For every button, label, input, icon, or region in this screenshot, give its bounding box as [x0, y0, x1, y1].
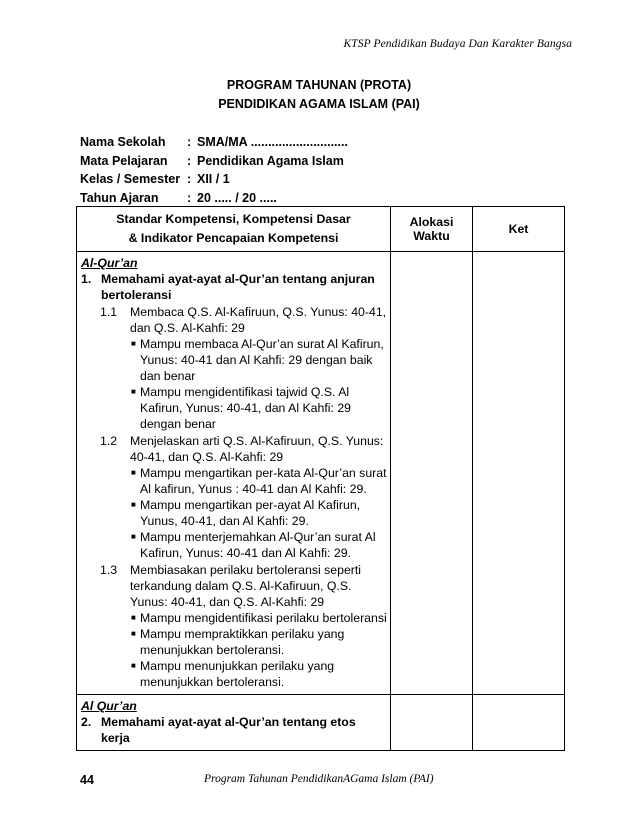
meta-colon: : [187, 135, 192, 149]
meta-colon: : [187, 172, 192, 186]
header-time-allocation [391, 207, 473, 252]
bullet-icon: ■ [131, 500, 136, 509]
meta-row-school [80, 133, 348, 152]
meta-value: 20 ..... / 20 ..... [197, 190, 277, 205]
competency-standard [81, 714, 387, 746]
kd-number: 1.3 [100, 563, 118, 577]
competency-cell [77, 695, 391, 751]
meta-colon: : [187, 190, 192, 205]
indicator-text: Mampu menunjukkan perilaku yang menunjukkan bertoleransi. [140, 659, 335, 689]
bullet-icon: ■ [131, 339, 136, 348]
indicator-text: Mampu membaca Al-Qur’an surat Al Kafirun, Yunus: 40-41 dan Al Kahfi: 29 dengan baik dan benar [140, 337, 384, 383]
competency-number: 1. [81, 272, 92, 286]
kd-number: 1.1 [100, 305, 118, 319]
basic-competency [100, 562, 387, 610]
meta-label: Tahun Ajaran [80, 190, 159, 205]
identity-block [80, 133, 348, 207]
indicator [131, 610, 387, 626]
indicator [131, 384, 387, 432]
time-allocation-cell [391, 252, 473, 695]
meta-value: SMA/MA ............................ [197, 135, 348, 149]
meta-label: Kelas / Semester [80, 172, 181, 186]
meta-label: Mata Pelajaran [80, 153, 168, 168]
title-line-1: PROGRAM TAHUNAN (PROTA) [226, 78, 412, 92]
section-title: Al-Qur’an [81, 256, 138, 270]
competency-number: 2. [81, 715, 92, 729]
table-row [77, 252, 565, 695]
bullet-icon: ■ [131, 613, 136, 622]
indicator [131, 336, 387, 384]
bullet-icon: ■ [131, 661, 136, 670]
competency-text: Memahami ayat-ayat al-Qur’an tentang anjuran bertoleransi [101, 272, 375, 302]
running-footer: Program Tahunan PendidikanAGama Islam (PAI) [204, 773, 434, 785]
indicator-text: Mampu mengartikan per-ayat Al Kafirun, Yunus, 40-41, dan Al Kahfi: 29. [140, 498, 361, 528]
table-row [77, 695, 565, 751]
indicator-text: Mampu mempraktikkan perilaku yang menunjukkan bertoleransi. [140, 627, 345, 657]
indicator-text: Mampu mengartikan per-kata Al-Qur’an surat Al kafirun, Yunus : 40-41 dan Al Kahfi: 29. [140, 466, 387, 496]
indicator-text: Mampu menterjemahkan Al-Qur’an surat Al Kafirun, Yunus: 40-41 dan Al Kahfi: 29. [140, 530, 376, 560]
header-notes: Ket [473, 207, 565, 252]
indicator [131, 626, 387, 658]
table-header-row [77, 207, 565, 252]
competency-cell [77, 252, 391, 695]
notes-cell [473, 695, 565, 751]
meta-value: Pendidikan Agama Islam [197, 153, 344, 168]
competency-text: Memahami ayat-ayat al-Qur’an tentang etos kerja [101, 715, 356, 745]
basic-competency [100, 433, 387, 465]
meta-row-class [80, 170, 348, 189]
meta-colon: : [187, 153, 192, 168]
document-title [0, 76, 638, 114]
title-line-2: PENDIDIKAN AGAMA ISLAM (PAI) [218, 97, 420, 111]
indicator [131, 465, 387, 497]
competency-standard [81, 271, 387, 303]
meta-value: XII / 1 [197, 172, 230, 186]
indicator [131, 529, 387, 561]
meta-row-subject [80, 152, 348, 171]
header-alokasi-line-1: Alokasi [409, 215, 454, 229]
page-number: 44 [80, 773, 94, 787]
bullet-icon: ■ [131, 532, 136, 541]
running-head: KTSP Pendidikan Budaya Dan Karakter Bangsa [343, 38, 572, 50]
kd-text: Menjelaskan arti Q.S. Al-Kafiruun, Q.S. Yunus: 40-41, dan Q.S. Al-Kahfi: 29 [130, 434, 384, 464]
meta-label: Nama Sekolah [80, 135, 166, 149]
header-competency-line-2: & Indikator Pencapaian Kompetensi [128, 231, 339, 245]
meta-row-year [80, 189, 348, 208]
prota-table [76, 206, 565, 751]
indicator-text: Mampu mengidentifikasi perilaku bertoleransi [140, 611, 387, 625]
header-competency-line-1: Standar Kompetensi, Kompetensi Dasar [116, 212, 351, 226]
section-title: Al Qur’an [81, 699, 137, 713]
basic-competency [100, 304, 387, 336]
indicator [131, 658, 387, 690]
kd-text: Membaca Q.S. Al-Kafiruun, Q.S. Yunus: 40-41, dan Q.S. Al-Kahfi: 29 [130, 305, 387, 335]
time-allocation-cell [391, 695, 473, 751]
bullet-icon: ■ [131, 629, 136, 638]
indicator-text: Mampu mengidentifikasi tajwid Q.S. Al Kafirun, Yunus: 40-41, dan Al Kahfi: 29 dengan benar [140, 385, 352, 431]
kd-text: Membiasakan perilaku bertoleransi seperti terkandung dalam Q.S. Al-Kafiruun, Q.S. Yunus: 40-41, dan Q.S. Al-Kahfi: 29 [130, 563, 362, 609]
header-alokasi-line-2: Waktu [413, 229, 450, 243]
indicator [131, 497, 387, 529]
bullet-icon: ■ [131, 387, 136, 396]
notes-cell [473, 252, 565, 695]
kd-number: 1.2 [100, 434, 118, 448]
header-competency [77, 207, 391, 252]
bullet-icon: ■ [131, 468, 136, 477]
